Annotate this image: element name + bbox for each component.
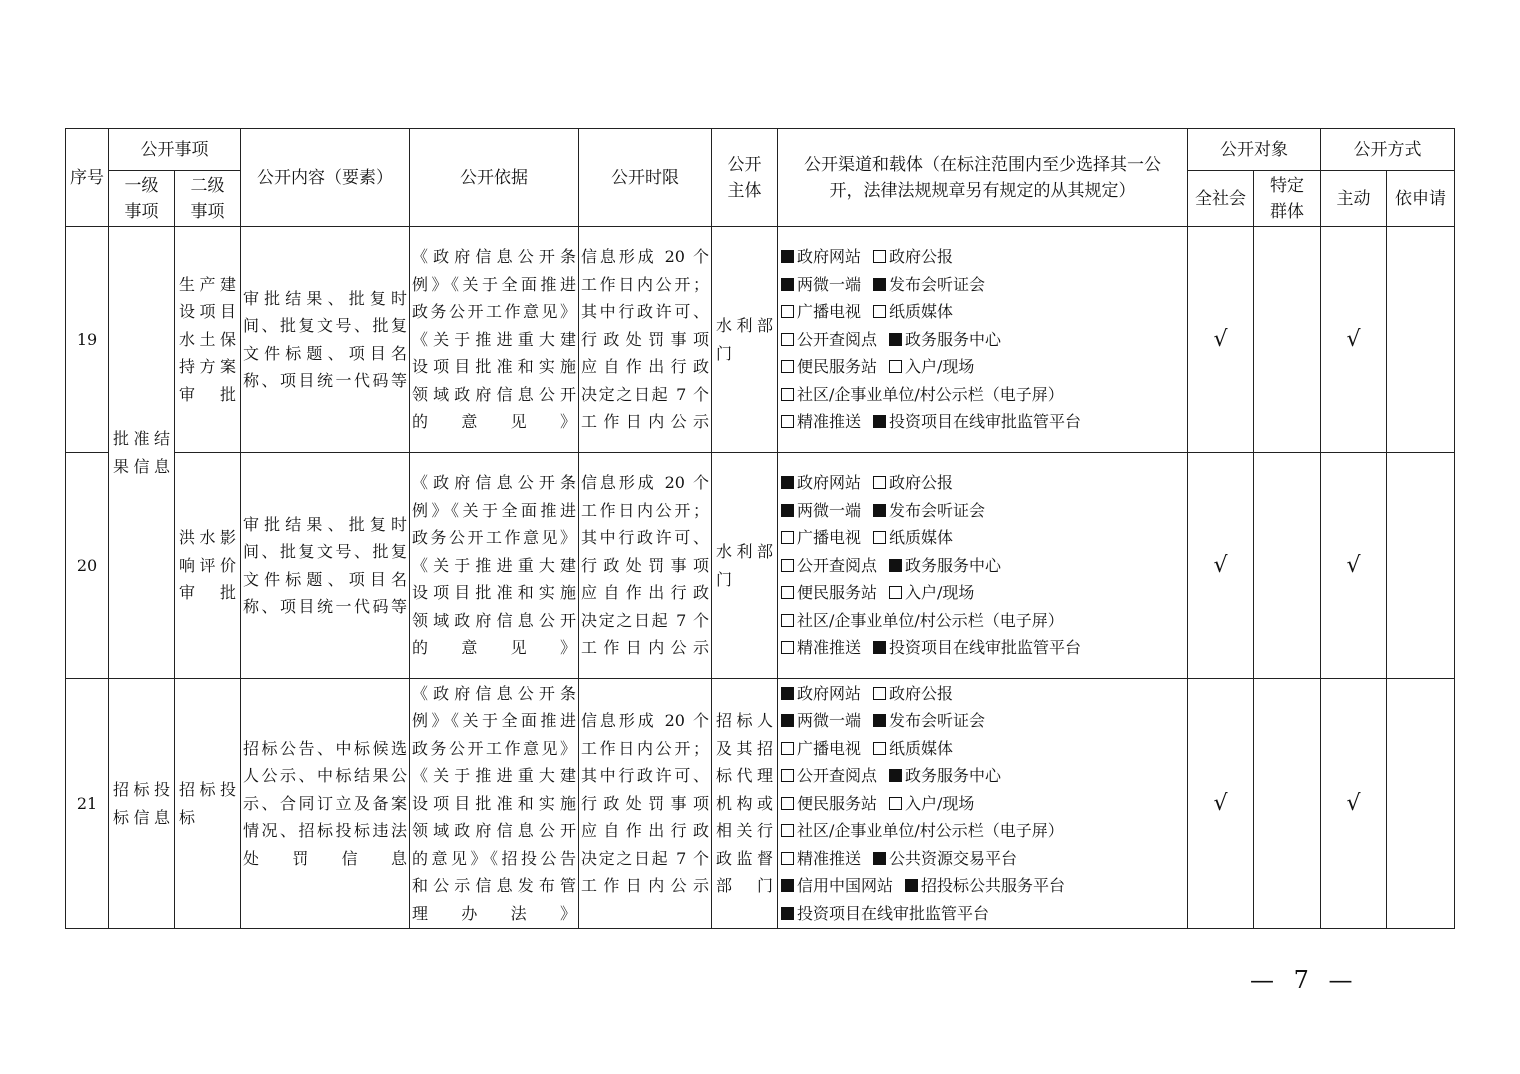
- channel-label: 便民服务站: [797, 793, 878, 813]
- checked-box-icon: [889, 333, 902, 346]
- method-request-check: [1387, 679, 1455, 929]
- text-line: 情况、招标投标违法: [243, 821, 407, 841]
- channel-label: 精准推送: [797, 638, 862, 658]
- channel-label: 信用中国网站: [797, 876, 894, 896]
- text-line: 设项目批准和实施: [412, 793, 576, 813]
- channel-label: 政务服务中心: [905, 766, 1002, 786]
- header-method-active: 主动: [1321, 171, 1387, 227]
- channel-label: 投资项目在线审批监管平台: [797, 903, 990, 923]
- channel-label: 公开查阅点: [797, 555, 878, 575]
- table-row: [66, 227, 1455, 453]
- header-seq: 序号: [66, 129, 109, 227]
- text-line: 决定之日起 7 个: [581, 610, 709, 630]
- deadline-cell: [579, 227, 712, 453]
- text-line: 审批: [179, 583, 236, 603]
- target-specific-check: [1254, 227, 1321, 453]
- text-line: 部门: [716, 876, 773, 896]
- channel-label: 广播电视: [797, 302, 862, 322]
- header-deadline: 公开时限: [579, 129, 712, 227]
- content-cell: [241, 453, 410, 679]
- row-seq: 21: [66, 679, 109, 929]
- text-line: 招标人: [716, 711, 773, 731]
- deadline-cell: [579, 679, 712, 929]
- text-line: 和公示信息发布管: [412, 876, 576, 896]
- channel-label: 公共资源交易平台: [889, 848, 1018, 868]
- target-specific-check: [1254, 679, 1321, 929]
- checked-box-icon: [905, 879, 918, 892]
- channel-label: 纸质媒体: [889, 302, 954, 322]
- header-target-all: 全社会: [1188, 171, 1254, 227]
- level2-cell: [175, 227, 241, 453]
- channel-label: 广播电视: [797, 738, 862, 758]
- method-active-check: √: [1321, 453, 1387, 679]
- text-line: 领域政府信息公开: [412, 610, 576, 630]
- header-target: 公开对象: [1188, 129, 1321, 171]
- channel-line: [778, 408, 1187, 436]
- text-line: 的意见》《招投公告: [412, 848, 576, 868]
- text-line: 生产建: [179, 274, 236, 294]
- channel-label: 两微一端: [797, 274, 862, 294]
- text-line: 审批结果、批复时: [243, 288, 407, 308]
- channel-line: [778, 735, 1187, 763]
- unchecked-box-icon: [781, 415, 794, 428]
- channel-line: [778, 326, 1187, 354]
- unchecked-box-icon: [781, 641, 794, 654]
- channel-label: 纸质媒体: [889, 528, 954, 548]
- unchecked-box-icon: [781, 614, 794, 627]
- text-line: 政务公开工作意见》: [412, 738, 576, 758]
- channel-line: [778, 872, 1187, 900]
- text-line: 标: [179, 807, 196, 827]
- unchecked-box-icon: [873, 742, 886, 755]
- unchecked-box-icon: [781, 824, 794, 837]
- unchecked-box-icon: [781, 852, 794, 865]
- text-line: 门: [716, 343, 733, 363]
- text-line: 工作日内公示: [581, 876, 709, 896]
- target-all-check: √: [1188, 227, 1254, 453]
- channel-line: [778, 762, 1187, 790]
- text-line: 应自作出行政: [581, 357, 709, 377]
- channel-label: 两微一端: [797, 500, 862, 520]
- text-line: 的意见》: [412, 412, 576, 432]
- checked-box-icon: [781, 476, 794, 489]
- text-line: 其中行政许可、: [581, 302, 709, 322]
- text-line: 招标投: [179, 780, 236, 799]
- text-line: 人公示、中标结果公: [243, 766, 407, 786]
- text-line: 《政府信息公开条: [412, 247, 576, 267]
- text-line: 招标投: [113, 780, 170, 799]
- text-line: 水利部: [716, 316, 773, 335]
- text-line: 领域政府信息公开: [412, 821, 576, 841]
- channel-label: 公开查阅点: [797, 329, 878, 349]
- text-line: 例》《关于全面推进: [412, 711, 576, 731]
- text-line: 行政处罚事项: [581, 329, 709, 349]
- header-method-request: 依申请: [1387, 171, 1455, 227]
- channel-label: 便民服务站: [797, 357, 878, 377]
- channel-label: 精准推送: [797, 412, 862, 432]
- checked-box-icon: [781, 879, 794, 892]
- channel-label: 政府公报: [889, 683, 954, 703]
- text-line: 批准结: [113, 429, 170, 448]
- text-line: 工作日内公示: [581, 638, 709, 658]
- channel-label: 发布会听证会: [889, 711, 986, 731]
- subject-cell: [712, 679, 778, 929]
- unchecked-box-icon: [781, 769, 794, 782]
- text-line: 工作日内公开；: [581, 738, 709, 758]
- text-line: 的意见》: [412, 638, 576, 658]
- text-line: 《政府信息公开条: [412, 683, 576, 703]
- level1-cell: [109, 679, 175, 929]
- text-line: 设项目批准和实施: [412, 583, 576, 603]
- text-line: 标代理: [716, 766, 773, 786]
- text-line: 审批结果、批复时: [243, 514, 407, 534]
- channels-cell: [778, 227, 1188, 453]
- channel-line: [778, 579, 1187, 607]
- channel-line: [778, 243, 1187, 271]
- text-line: 《关于推进重大建: [412, 329, 576, 349]
- header-subject: 公开 主体: [712, 129, 778, 227]
- text-line: 政务公开工作意见》: [412, 528, 576, 548]
- level2-cell: [175, 453, 241, 679]
- channel-line: [778, 790, 1187, 818]
- channel-label: 政府公报: [889, 247, 954, 267]
- header-basis: 公开依据: [410, 129, 579, 227]
- checked-box-icon: [781, 278, 794, 291]
- unchecked-box-icon: [873, 476, 886, 489]
- page-number: — 7 —: [1250, 966, 1359, 994]
- unchecked-box-icon: [889, 360, 902, 373]
- unchecked-box-icon: [781, 305, 794, 318]
- unchecked-box-icon: [781, 388, 794, 401]
- text-line: 文件标题、项目名: [243, 343, 407, 363]
- checked-box-icon: [781, 687, 794, 700]
- channel-label: 政府网站: [797, 247, 862, 267]
- channel-line: [778, 381, 1187, 409]
- channel-line: [778, 552, 1187, 580]
- checked-box-icon: [781, 714, 794, 727]
- row-seq: 20: [66, 453, 109, 679]
- checked-box-icon: [873, 641, 886, 654]
- text-line: 称、项目统一代码等: [243, 371, 407, 390]
- channel-label: 政府网站: [797, 683, 862, 703]
- content-cell: [241, 679, 410, 929]
- checked-box-icon: [873, 852, 886, 865]
- channels-cell: [778, 453, 1188, 679]
- header-level1: 一级 事项: [109, 171, 175, 227]
- basis-cell: [410, 679, 579, 929]
- level2-cell: [175, 679, 241, 929]
- text-line: 例》《关于全面推进: [412, 274, 576, 294]
- unchecked-box-icon: [781, 360, 794, 373]
- text-line: 政监督: [716, 848, 773, 868]
- text-line: 工作日内公示: [581, 412, 709, 432]
- level1-merged: [109, 227, 175, 679]
- channel-label: 投资项目在线审批监管平台: [889, 412, 1082, 432]
- channel-line: [778, 469, 1187, 497]
- unchecked-box-icon: [781, 742, 794, 755]
- header-target-specific: 特定 群体: [1254, 171, 1321, 227]
- target-specific-check: [1254, 453, 1321, 679]
- channel-label: 发布会听证会: [889, 274, 986, 294]
- text-line: 称、项目统一代码等: [243, 597, 407, 616]
- target-all-check: √: [1188, 453, 1254, 679]
- unchecked-box-icon: [781, 797, 794, 810]
- channel-label: 入户/现场: [905, 357, 975, 377]
- text-line: 《关于推进重大建: [412, 766, 576, 786]
- channel-line: [778, 353, 1187, 381]
- channels-cell: [778, 679, 1188, 929]
- text-line: 设项目: [179, 302, 236, 322]
- disclosure-table: [65, 128, 1455, 929]
- channel-label: 公开查阅点: [797, 766, 878, 786]
- channel-line: [778, 607, 1187, 635]
- text-line: 设项目批准和实施: [412, 357, 576, 377]
- text-line: 《政府信息公开条: [412, 473, 576, 493]
- text-line: 《关于推进重大建: [412, 555, 576, 575]
- unchecked-box-icon: [781, 559, 794, 572]
- header-matters: 公开事项: [109, 129, 241, 171]
- channel-label: 广播电视: [797, 528, 862, 548]
- channel-line: [778, 298, 1187, 326]
- subject-cell: [712, 453, 778, 679]
- checked-box-icon: [873, 415, 886, 428]
- channel-label: 政府网站: [797, 473, 862, 493]
- text-line: 工作日内公开；: [581, 274, 709, 294]
- text-line: 审批: [179, 384, 236, 404]
- channel-label: 精准推送: [797, 848, 862, 868]
- content-cell: [241, 227, 410, 453]
- text-line: 应自作出行政: [581, 583, 709, 603]
- text-line: 处罚信息: [243, 848, 407, 868]
- text-line: 招标公告、中标候选: [243, 738, 407, 758]
- channel-label: 政务服务中心: [905, 555, 1002, 575]
- checked-box-icon: [781, 250, 794, 263]
- text-line: 水土保: [179, 329, 236, 349]
- channel-label: 社区/企事业单位/村公示栏（电子屏）: [797, 384, 1064, 404]
- channel-line: [778, 680, 1187, 708]
- checked-box-icon: [781, 907, 794, 920]
- text-line: 行政处罚事项: [581, 793, 709, 813]
- checked-box-icon: [781, 504, 794, 517]
- channel-label: 招投标公共服务平台: [921, 876, 1066, 896]
- text-line: 信息形成 20 个: [581, 473, 709, 493]
- channel-label: 社区/企事业单位/村公示栏（电子屏）: [797, 610, 1064, 630]
- channel-line: [778, 900, 1187, 928]
- table-row: [66, 453, 1455, 679]
- channel-label: 两微一端: [797, 711, 862, 731]
- text-line: 应自作出行政: [581, 821, 709, 841]
- checked-box-icon: [889, 769, 902, 782]
- text-line: 示、合同订立及备案: [243, 793, 407, 813]
- unchecked-box-icon: [873, 250, 886, 263]
- text-line: 决定之日起 7 个: [581, 384, 709, 404]
- text-line: 决定之日起 7 个: [581, 848, 709, 868]
- method-active-check: √: [1321, 679, 1387, 929]
- text-line: 相关行: [716, 821, 773, 841]
- unchecked-box-icon: [873, 687, 886, 700]
- text-line: 行政处罚事项: [581, 555, 709, 575]
- text-line: 政务公开工作意见》: [412, 302, 576, 322]
- text-line: 水利部: [716, 542, 773, 561]
- channel-label: 便民服务站: [797, 583, 878, 603]
- channel-label: 发布会听证会: [889, 500, 986, 520]
- text-line: 洪水影: [179, 528, 236, 548]
- text-line: 领域政府信息公开: [412, 384, 576, 404]
- channel-line: [778, 634, 1187, 662]
- header-content: 公开内容（要素）: [241, 129, 410, 227]
- channel-line: [778, 817, 1187, 845]
- channel-line: [778, 524, 1187, 552]
- checked-box-icon: [873, 504, 886, 517]
- channel-label: 社区/企事业单位/村公示栏（电子屏）: [797, 821, 1064, 841]
- checked-box-icon: [889, 559, 902, 572]
- text-line: 及其招: [716, 738, 773, 758]
- method-active-check: √: [1321, 227, 1387, 453]
- channel-label: 投资项目在线审批监管平台: [889, 638, 1082, 658]
- channel-line: [778, 707, 1187, 735]
- basis-cell: [410, 227, 579, 453]
- header-method: 公开方式: [1321, 129, 1455, 171]
- text-line: 持方案: [179, 357, 236, 377]
- checked-box-icon: [873, 278, 886, 291]
- channel-line: [778, 497, 1187, 525]
- channel-label: 入户/现场: [905, 583, 975, 603]
- channel-label: 入户/现场: [905, 793, 975, 813]
- checked-box-icon: [873, 714, 886, 727]
- target-all-check: √: [1188, 679, 1254, 929]
- unchecked-box-icon: [889, 586, 902, 599]
- subject-cell: [712, 227, 778, 453]
- text-line: 例》《关于全面推进: [412, 500, 576, 520]
- text-line: 果信息: [113, 456, 170, 476]
- basis-cell: [410, 453, 579, 679]
- unchecked-box-icon: [873, 531, 886, 544]
- text-line: 其中行政许可、: [581, 528, 709, 548]
- text-line: 间、批复文号、批复: [243, 542, 407, 561]
- text-line: 文件标题、项目名: [243, 569, 407, 589]
- text-line: 机构或: [716, 793, 773, 813]
- header-channels: 公开渠道和载体（在标注范围内至少选择其一公 开，法律法规规章另有规定的从其规定）: [778, 129, 1188, 227]
- text-line: 信息形成 20 个: [581, 711, 709, 731]
- unchecked-box-icon: [781, 333, 794, 346]
- text-line: 理办法》: [412, 903, 576, 923]
- header-level2: 二级 事项: [175, 171, 241, 227]
- deadline-cell: [579, 453, 712, 679]
- channel-label: 纸质媒体: [889, 738, 954, 758]
- method-request-check: [1387, 453, 1455, 679]
- channel-line: [778, 271, 1187, 299]
- text-line: 响评价: [179, 555, 236, 575]
- channel-line: [778, 845, 1187, 873]
- text-line: 其中行政许可、: [581, 766, 709, 786]
- channel-label: 政务服务中心: [905, 329, 1002, 349]
- table-row: [66, 679, 1455, 929]
- text-line: 工作日内公开；: [581, 500, 709, 520]
- unchecked-box-icon: [781, 586, 794, 599]
- text-line: 门: [716, 569, 733, 589]
- unchecked-box-icon: [873, 305, 886, 318]
- text-line: 信息形成 20 个: [581, 247, 709, 267]
- channel-label: 政府公报: [889, 473, 954, 493]
- text-line: 标信息: [113, 807, 170, 827]
- method-request-check: [1387, 227, 1455, 453]
- unchecked-box-icon: [889, 797, 902, 810]
- unchecked-box-icon: [781, 531, 794, 544]
- row-seq: 19: [66, 227, 109, 453]
- text-line: 间、批复文号、批复: [243, 316, 407, 335]
